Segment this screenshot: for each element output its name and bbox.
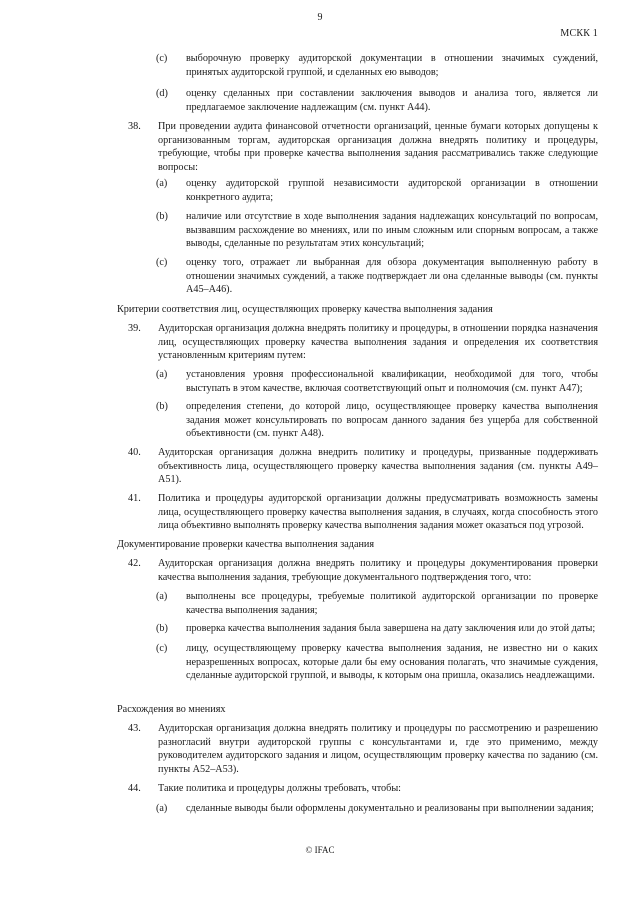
list-item-text: проверка качества выполнения задания была завершена на дату заключения или до этой даты; — [186, 623, 596, 634]
paragraph-number: 42. — [128, 558, 141, 569]
paragraph-text: Аудиторская организация должна внедрять политику и процедуры документирования проверки качества выполнения задания, требующие документального подтверждения того, что: — [158, 558, 598, 583]
paragraph-number: 41. — [128, 493, 141, 504]
section-heading: Документирование проверки качества выполнения задания — [117, 539, 375, 550]
list-item-marker: (c) — [156, 257, 168, 268]
paragraph-text: Политика и процедуры аудиторской организации должны предусматривать возможность замены лица, осуществляющего проверку качества выполнения задания, в случаях, когда способность этого лица объективно выполнять проверку качества выполнения задания может оказаться под угрозой. — [158, 493, 598, 532]
paragraph-number: 43. — [128, 723, 141, 734]
paragraph-text: При проведении аудита финансовой отчетности организаций, ценные бумаги которых допущены к организованным торгам, аудиторская организация должна внедрять политику и процедуры, требующие, чтобы при проверке качества выполнения задания рассматривались также следующие вопросы: — [158, 121, 598, 173]
document-code: МСКК 1 — [560, 28, 598, 39]
list-item-marker: (a) — [156, 369, 168, 380]
page-footer: © IFAC — [305, 845, 335, 855]
section-heading: Критерии соответствия лиц, осуществляющих проверку качества выполнения задания — [117, 304, 493, 315]
list-item-text: выборочную проверку аудиторской документации в отношении значимых суждений, принятых аудиторской группой, и сделанных ею выводов; — [186, 53, 598, 78]
list-item-text: установления уровня профессиональной квалификации, необходимой для того, чтобы выступать в этом качестве, включая соответствующий опыт и полномочия (см. пункт А47); — [186, 369, 598, 394]
list-item-text: выполнены все процедуры, требуемые политикой аудиторской организации по проверке качества выполнения задания; — [186, 591, 598, 616]
page-number: 9 — [317, 12, 323, 23]
list-item-text: оценку аудиторской группой независимости аудиторской организации в отношении конкретного аудита; — [186, 178, 598, 203]
list-item-marker: (c) — [156, 53, 168, 64]
list-item-text: определения степени, до которой лицо, осуществляющее проверку качества выполнения задания может консультировать по вопросам данного задания без ущерба для собственной объективности (см. пункт А48). — [186, 401, 598, 440]
list-item-text: сделанные выводы были оформлены документально и реализованы при выполнении задания; — [186, 803, 594, 814]
paragraph-text: Аудиторская организация должна внедрять политику и процедуры по рассмотрению и разрешению разногласий внутри аудиторской группы с консультантами и, где это применимо, между руководителем аудиторского задания и лицом, осуществляющим проверку качества по заданию (см. пункты А52–А53). — [158, 723, 598, 775]
paragraph-text: Такие политика и процедуры должны требовать, чтобы: — [158, 783, 402, 794]
section-heading: Расхождения во мнениях — [117, 704, 226, 715]
list-item-marker: (d) — [156, 88, 168, 99]
paragraph-number: 39. — [128, 323, 141, 334]
list-item-text: лицу, осуществляющему проверку качества выполнения задания, не известно ни о каких неразрешенных вопросах, которые дали бы ему основания полагать, что значимые суждения, сделанные аудиторской группой, и выводы, к которым она пришла, оказались неадлежащими. — [186, 643, 598, 682]
list-item-marker: (a) — [156, 591, 168, 602]
paragraph-text: Аудиторская организация должна внедрять политику и процедуры, в отношении порядка назначения лиц, осуществляющих проверку качества выполнения задания и определения их соответствия установленным критериям путем: — [158, 323, 598, 362]
list-item-text: наличие или отсутствие в ходе выполнения задания надлежащих консультаций по вопросам, вызвавшим расхождение во мнениях, или по иным сложным или спорным вопросам, а также выводы, сделанные по результатам этих консультаций; — [186, 211, 598, 250]
list-item-marker: (a) — [156, 803, 168, 814]
list-item-marker: (b) — [156, 623, 168, 634]
list-item-marker: (a) — [156, 178, 168, 189]
list-item-text: оценку сделанных при составлении заключения выводов и анализа того, является ли предлагаемое заключение надлежащим (см. пункт А44). — [186, 88, 598, 113]
paragraph-number: 40. — [128, 447, 141, 458]
list-item-text: оценку того, отражает ли выбранная для обзора документация выполненную работу в отношении значимых суждений, а также подтверждает ли она сделанные выводы (см. пункты А45–А46). — [186, 257, 598, 296]
paragraph-text: Аудиторская организация должна внедрить политику и процедуры, призванные поддерживать объективность лица, осуществляющего проверку качества выполнения задания (см. пункты А49–А51). — [158, 447, 598, 486]
list-item-marker: (b) — [156, 211, 168, 222]
list-item-marker: (b) — [156, 401, 168, 412]
paragraph-number: 38. — [128, 121, 141, 132]
paragraph-number: 44. — [128, 783, 141, 794]
list-item-marker: (c) — [156, 643, 168, 654]
